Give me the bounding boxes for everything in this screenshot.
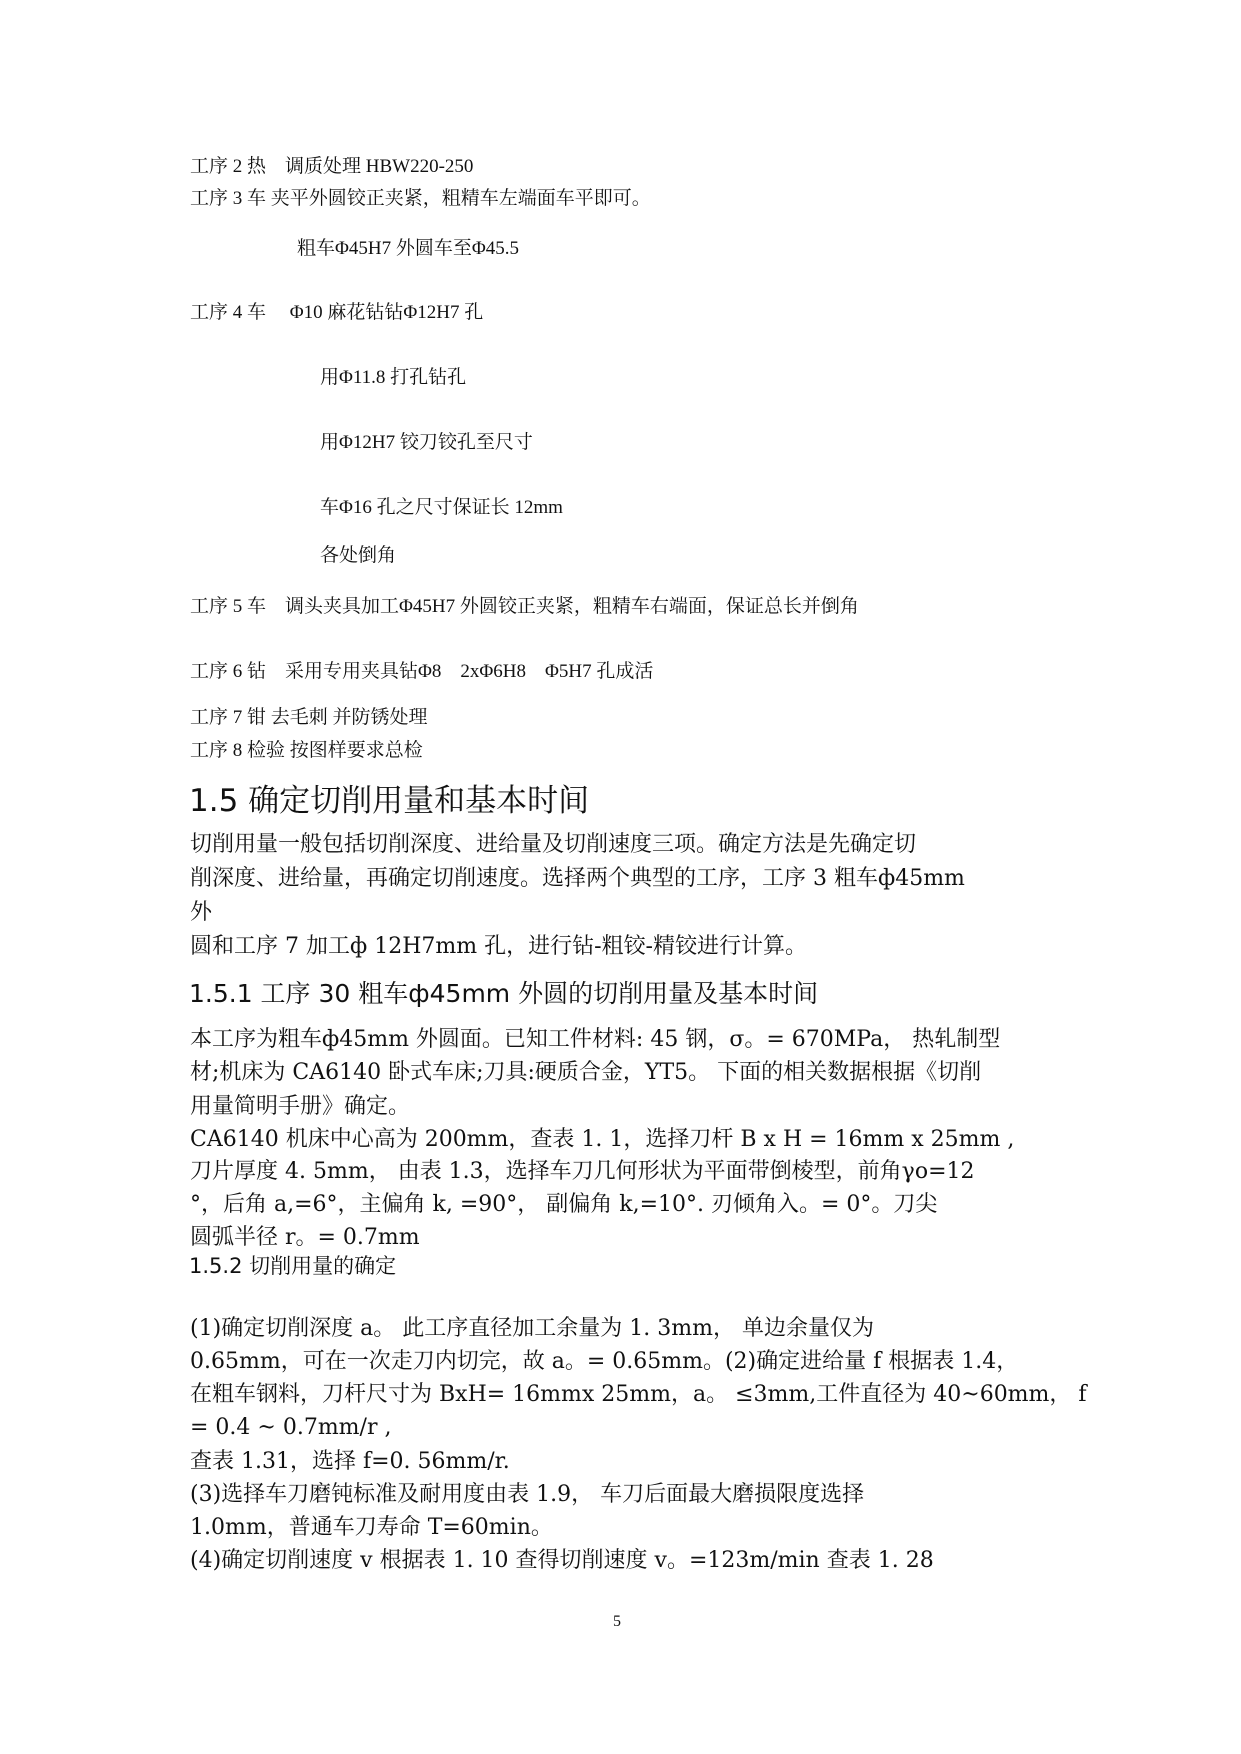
subsection-heading: 1.5.2 切削用量的确定 [189,1254,397,1278]
paragraph-line: 刀片厚度 4. 5mm， 由表 1.3，选择车刀几何形状为平面带倒棱型，前角γo=12 [190,1159,975,1184]
paragraph-line: = 0.4 ~ 0.7mm/r , [190,1415,392,1440]
procedure-line: 工序 6 钻 采用专用夹具钻Φ8 2xΦ6H8 Φ5H7 孔成活 [190,661,654,682]
procedure-line: 工序 4 车 Φ10 麻花钻钻Φ12H7 孔 [190,302,484,323]
paragraph-line: CA6140 机床中心高为 200mm，查表 1. 1，选择刀杆 B x H = 16mm x 25mm , [190,1127,1015,1152]
procedure-step: 车Φ16 孔之尺寸保证长 12mm [320,497,563,518]
paragraph-line: (3)选择车刀磨钝标准及耐用度由表 1.9， 车刀后面最大磨损限度选择 [190,1482,865,1507]
procedure-line: 工序 7 钳 去毛刺 并防锈处理 [190,707,428,728]
paragraph-line: 用量简明手册》确定。 [190,1094,411,1119]
procedure-line: 工序 8 检验 按图样要求总检 [190,740,423,761]
section-heading: 1.5 确定切削用量和基本时间 [189,783,590,819]
paragraph-line: 在粗车钢料，刀杆尺寸为 BxH= 16mmx 25mm，a。 ≤3mm,工件直径为 40~60mm， f [190,1382,1087,1407]
subsection-heading: 1.5.1 工序 30 粗车ф45mm 外圆的切削用量及基本时间 [189,979,819,1008]
procedure-step: 粗车Φ45H7 外圆车至Φ45.5 [297,238,519,259]
paragraph-line: 圆和工序 7 加工ф 12H7mm 孔，进行钻-粗铰-精铰进行计算。 [190,934,807,959]
procedure-line: 工序 3 车 夹平外圆铰正夹紧，粗精车左端面车平即可。 [190,188,651,209]
paragraph-line: 圆弧半径 r。= 0.7mm [190,1225,420,1250]
paragraph-line: (1)确定切削深度 a。 此工序直径加工余量为 1. 3mm， 单边余量仅为 [190,1316,874,1341]
paragraph-line: 材;机床为 CA6140 卧式车床;刀具:硬质合金，YT5。 下面的相关数据根据《切削 [190,1060,982,1085]
paragraph-line: 0.65mm，可在一次走刀内切完，故 a。= 0.65mm。(2)确定进给量 f 根据表 1.4， [190,1349,1019,1374]
procedure-line: 工序 2 热 调质处理 HBW220-250 [190,156,474,177]
paragraph-line: (4)确定切削速度 v 根据表 1. 10 查得切削速度 v。=123m/min 查表 1. 28 [190,1548,934,1573]
paragraph-line: 查表 1.31，选择 f=0. 56mm/r. [190,1449,510,1474]
procedure-step: 用Φ11.8 打孔钻孔 [320,367,467,388]
paragraph-line: 本工序为粗车ф45mm 外圆面。已知工件材料: 45 钢，σ。= 670MPa， 热轧制型 [190,1027,1001,1052]
paragraph-line: 切削用量一般包括切削深度、进给量及切削速度三项。确定方法是先确定切 [190,832,917,857]
procedure-line: 工序 5 车 调头夹具加工Φ45H7 外圆铰正夹紧，粗精车右端面，保证总长并倒角 [190,596,859,617]
paragraph-line: 外 [190,900,213,925]
page-number: 5 [613,1613,621,1630]
procedure-step: 用Φ12H7 铰刀铰孔至尺寸 [320,432,533,453]
paragraph-line: 削深度、进给量，再确定切削速度。选择两个典型的工序，工序 3 粗车ф45mm [190,866,965,891]
paragraph-line: 1.0mm，普通车刀寿命 T=60min。 [190,1515,553,1540]
procedure-step: 各处倒角 [320,545,397,566]
paragraph-line: °，后角 a,=6°，主偏角 k, =90°， 副偏角 k,=10°. 刃倾角入。= 0°。刀尖 [190,1192,938,1217]
